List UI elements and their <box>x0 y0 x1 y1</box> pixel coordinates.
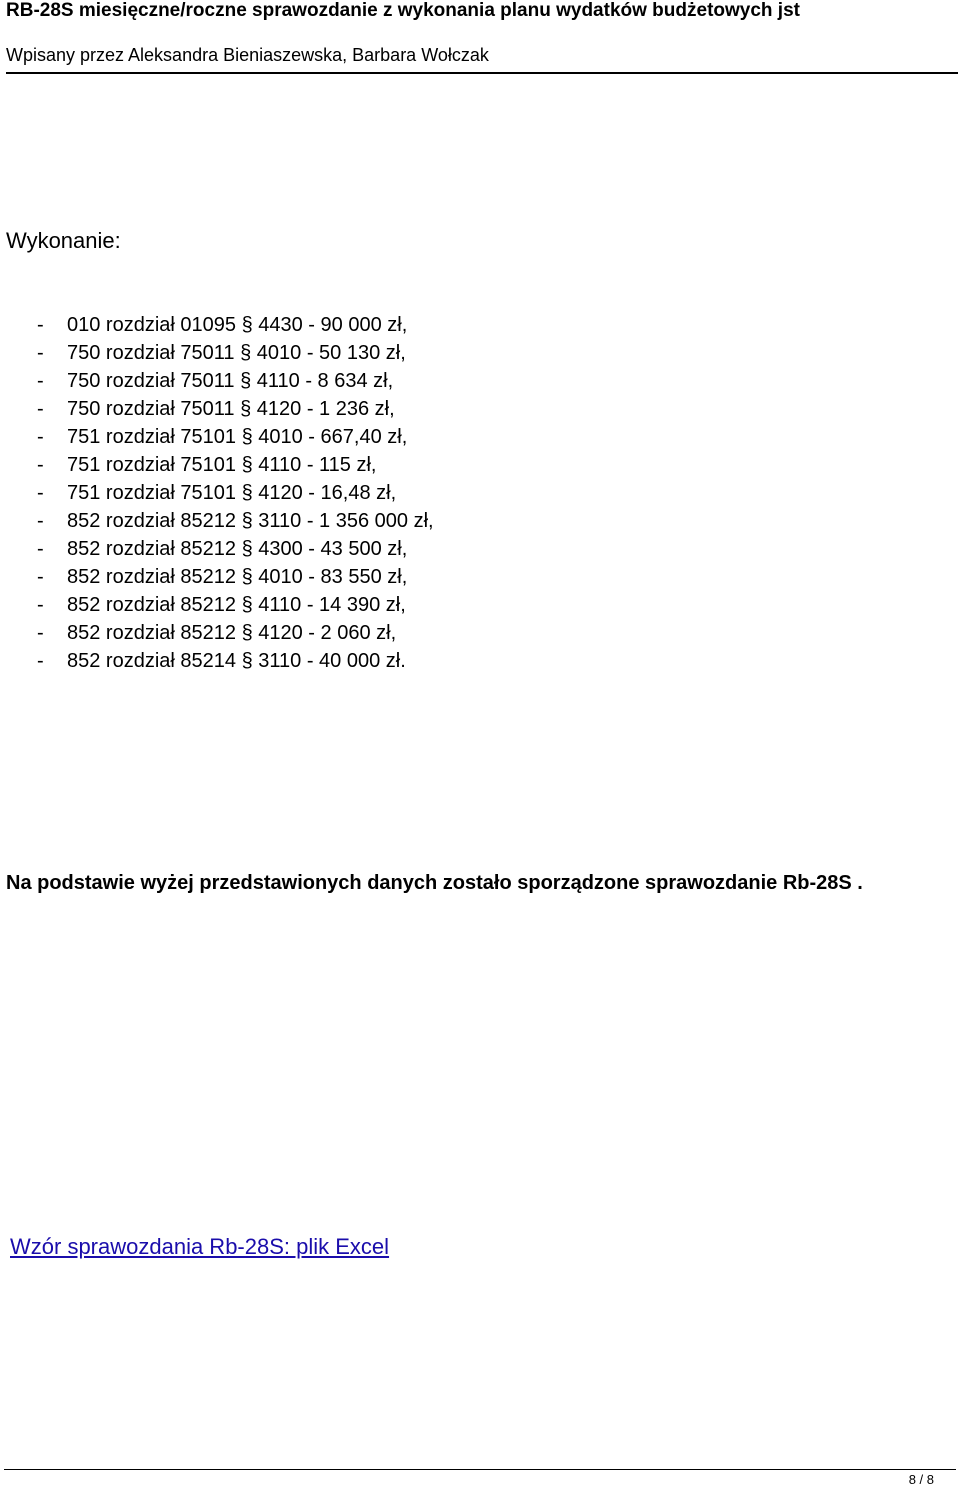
list-dash: - <box>37 314 44 336</box>
list-dash: - <box>37 650 44 672</box>
section-heading: Wykonanie: <box>6 228 121 253</box>
header-divider <box>6 72 958 74</box>
expenditure-list <box>37 311 434 675</box>
list-item-text: 750 rozdział 75011 § 4010 - 50 130 zł, <box>67 342 406 364</box>
list-item-text: 852 rozdział 85212 § 4010 - 83 550 zł, <box>67 566 408 588</box>
list-item <box>37 367 434 395</box>
excel-template-link[interactable]: Wzór sprawozdania Rb-28S: plik Excel <box>10 1234 390 1259</box>
list-item-text: 852 rozdział 85214 § 3110 - 40 000 zł. <box>67 650 406 672</box>
list-item <box>37 423 434 451</box>
list-dash: - <box>37 454 44 476</box>
list-item-text: 852 rozdział 85212 § 4110 - 14 390 zł, <box>67 594 406 616</box>
list-item-text: 852 rozdział 85212 § 4300 - 43 500 zł, <box>67 538 408 560</box>
list-item <box>37 535 434 563</box>
list-item <box>37 339 434 367</box>
list-dash: - <box>37 594 44 616</box>
list-dash: - <box>37 482 44 504</box>
list-dash: - <box>37 510 44 532</box>
list-item-text: 852 rozdział 85212 § 4120 - 2 060 zł, <box>67 622 397 644</box>
list-item-text: 751 rozdział 75101 § 4010 - 667,40 zł, <box>67 426 408 448</box>
page-number: 8 / 8 <box>908 1472 934 1487</box>
list-dash: - <box>37 370 44 392</box>
list-dash: - <box>37 622 44 644</box>
list-item-text: 750 rozdział 75011 § 4110 - 8 634 zł, <box>67 370 394 392</box>
list-item <box>37 451 434 479</box>
list-dash: - <box>37 426 44 448</box>
document-author-line: Wpisany przez Aleksandra Bieniaszewska, Barbara Wołczak <box>6 45 489 65</box>
list-item <box>37 563 434 591</box>
list-dash: - <box>37 566 44 588</box>
list-item <box>37 311 434 339</box>
summary-paragraph: Na podstawie wyżej przedstawionych danych zostało sporządzone sprawozdanie Rb-28S . <box>6 872 863 894</box>
list-item <box>37 507 434 535</box>
list-item <box>37 619 434 647</box>
list-item <box>37 647 434 675</box>
list-item-text: 750 rozdział 75011 § 4120 - 1 236 zł, <box>67 398 395 420</box>
list-item-text: 751 rozdział 75101 § 4110 - 115 zł, <box>67 454 377 476</box>
list-dash: - <box>37 342 44 364</box>
list-item <box>37 591 434 619</box>
document-title: RB-28S miesięczne/roczne sprawozdanie z wykonania planu wydatków budżetowych jst <box>6 0 800 21</box>
list-item-text: 751 rozdział 75101 § 4120 - 16,48 zł, <box>67 482 397 504</box>
footer-divider <box>4 1469 956 1470</box>
list-dash: - <box>37 538 44 560</box>
list-item <box>37 479 434 507</box>
list-item <box>37 395 434 423</box>
list-item-text: 010 rozdział 01095 § 4430 - 90 000 zł, <box>67 314 408 336</box>
list-dash: - <box>37 398 44 420</box>
list-item-text: 852 rozdział 85212 § 3110 - 1 356 000 zł, <box>67 510 434 532</box>
